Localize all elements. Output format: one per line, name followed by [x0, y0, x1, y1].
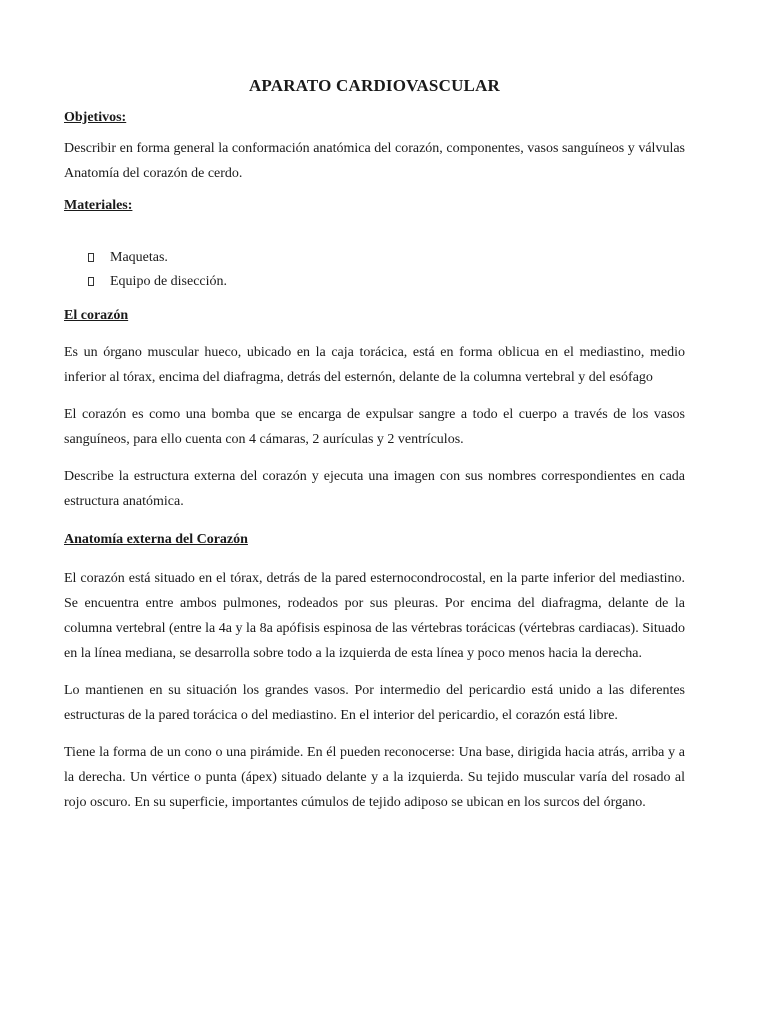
corazon-paragraph-3: Describe la estructura externa del corazón y ejecuta una imagen con sus nombres correspondientes en cada estructura anatómica.: [64, 469, 685, 509]
document-title: APARATO CARDIOVASCULAR: [248, 76, 501, 95]
anatomia-paragraph-1: El corazón está situado en el tórax, detrás de la pared esternocondrocostal, en la parte inferior del mediastino. Se encuentra entre ambos pulmones, rodeados por sus pleuras. Por encima del diafragma, delante de la columna vertebral (entre la 4a y la 8a apófisis espinosa de las vértebras torácicas (vértebras cardiacas). Situado en la línea mediana, se desarrolla sobre todo a la izquierda de esta línea y poco menos hacia la derecha.: [64, 571, 685, 661]
corazon-paragraph-1: Es un órgano muscular hueco, ubicado en la caja torácica, está en forma oblicua en el mediastino, medio inferior al tórax, encima del diafragma, detrás del esternón, delante de la columna vertebral y del esófago: [64, 345, 685, 385]
list-item: Equipo de disección.: [88, 270, 685, 294]
anatomia-paragraph-3: Tiene la forma de un cono o una pirámide. En él pueden reconocerse: Una base, dirigida hacia atrás, arriba y a la derecha. Un vértice o punta (ápex) situado delante y a la izquierda. Su tejido muscular varía del rosado al rojo oscuro. En su superficie, importantes cúmulos de tejido adiposo se ubican en los surcos del órgano.: [64, 745, 685, 810]
objetivos-text: Describir en forma general la conformación anatómica del corazón, componentes, vasos sanguíneos y válvulas Anatomía del corazón de cerdo.: [64, 141, 685, 181]
list-item: Maquetas.: [88, 246, 685, 270]
bullet-icon: [88, 253, 94, 262]
objetivos-heading: Objetivos:: [64, 110, 127, 125]
corazon-heading: El corazón: [64, 308, 129, 323]
anatomia-paragraph-2: Lo mantienen en su situación los grandes vasos. Por intermedio del pericardio está unido a las diferentes estructuras de la pared torácica o del mediastino. En el interior del pericardio, el corazón está libre.: [64, 683, 685, 723]
materiales-list: [64, 246, 685, 294]
bullet-icon: [88, 277, 94, 286]
document-page: [64, 72, 685, 815]
materiales-heading: Materiales:: [64, 198, 133, 213]
anatomia-heading: Anatomía externa del Corazón: [64, 532, 248, 547]
corazon-paragraph-2: El corazón es como una bomba que se encarga de expulsar sangre a todo el cuerpo a través de los vasos sanguíneos, para ello cuenta con 4 cámaras, 2 aurículas y 2 ventrículos.: [64, 407, 685, 447]
